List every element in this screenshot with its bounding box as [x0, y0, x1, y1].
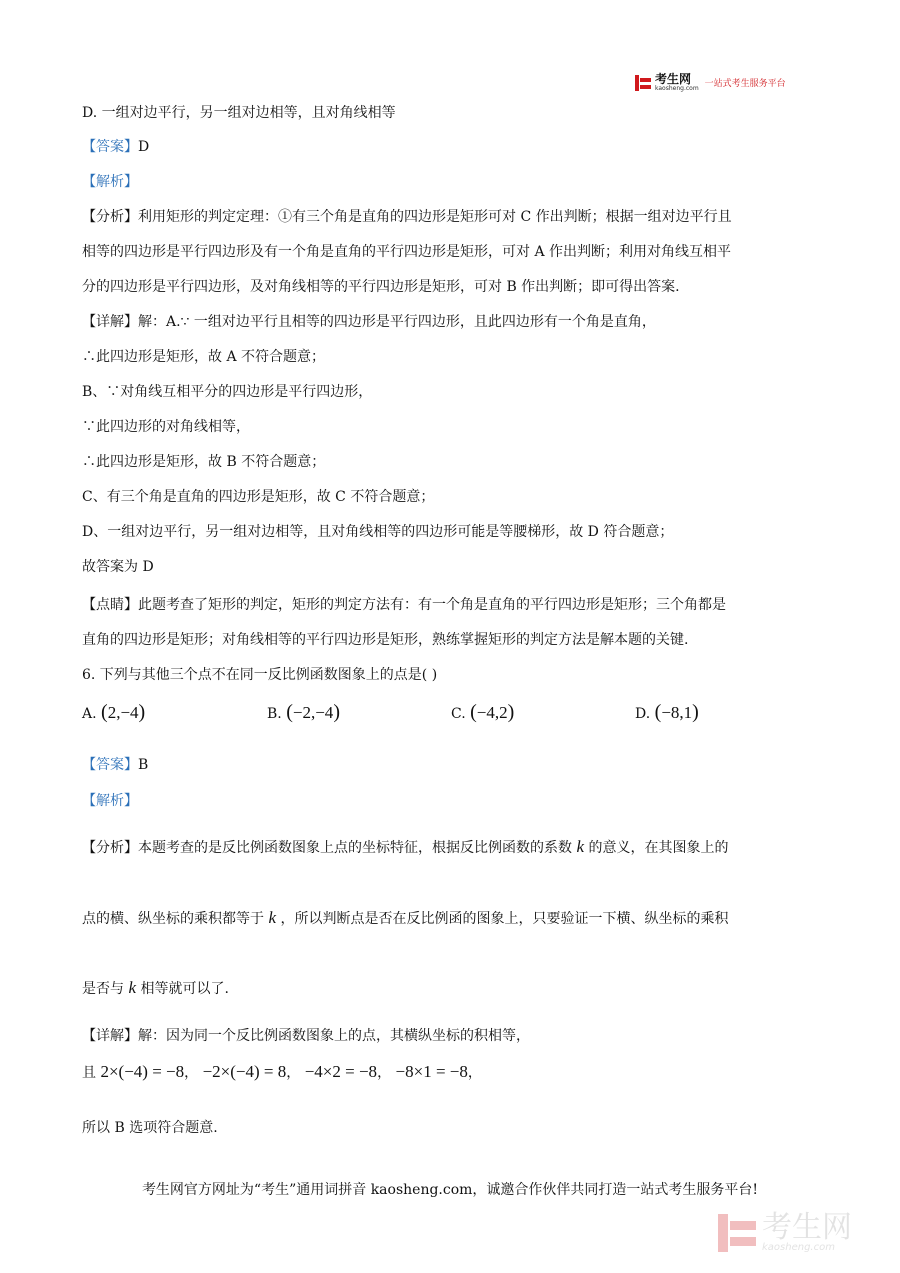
q6-fenxi-line-1: 【分析】本题考查的是反比例函数图象上点的坐标特征，根据反比例函数的系数 k 的意义，在其图象上的	[82, 837, 729, 856]
q5-fenxi-line-2: 相等的四边形是平行四边形及有一个角是直角的平行四边形是矩形，可对 A 作出判断；利用对角线互相平	[82, 244, 732, 260]
q5-detail-line-3: B、∵对角线互相平分的四边形是平行四边形，	[82, 384, 373, 400]
header-logo	[635, 73, 786, 92]
q5-detail-line-2: ∴此四边形是矩形，故 A 不符合题意；	[82, 349, 326, 365]
equation-2: −2×(−4) = 8	[202, 1062, 287, 1081]
q5-analysis-tag: 【解析】	[82, 174, 138, 190]
answer-tag: 【答案】	[82, 139, 138, 155]
watermark-name: 考生网	[762, 1210, 852, 1245]
xiangjie-tag: 【详解】	[82, 314, 138, 330]
kaosheng-logo-icon	[635, 75, 651, 91]
q6-stem: 6. 下列与其他三个点不在同一反比例函数图象上的点是( )	[82, 667, 438, 683]
q5-detail-line-6: C、有三个角是直角的四边形是矩形，故 C 不符合题意；	[82, 489, 435, 505]
footer-text: 考生网官方网址为“考生”通用词拼音 kaosheng.com，诚邀合作伙伴共同打造一站式考生服务平台!	[141, 1182, 759, 1198]
xiangjie-tag: 【详解】	[82, 1028, 138, 1044]
fenxi-tag: 【分析】	[82, 840, 138, 856]
q6-answer	[82, 755, 148, 775]
q5-dianjing-line-1: 【点睛】此题考查了矩形的判定，矩形的判定方法有：有一个角是直角的平行四边形是矩形；三个角都是	[82, 597, 726, 613]
logo-name: 考生网	[655, 72, 692, 86]
q6-fenxi-line-3: 是否与 k 相等就可以了.	[82, 978, 229, 997]
q5-option-d: D. 一组对边平行，另一组对边相等，且对角线相等	[82, 105, 396, 121]
watermark-domain: kaosheng.com	[762, 1242, 835, 1253]
kaosheng-watermark-icon	[718, 1214, 756, 1252]
answer-tag: 【答案】	[82, 757, 138, 773]
q5-fenxi-line-1: 【分析】利用矩形的判定定理：①有三个角是直角的四边形是矩形可对 C 作出判断；根据一组对边平行且	[82, 209, 732, 225]
q6-detail-line-1: 【详解】解：因为同一个反比例函数图象上的点，其横纵坐标的积相等，	[82, 1028, 530, 1044]
q6-analysis-tag: 【解析】	[82, 793, 138, 809]
q6-option-d: D. (−8,1)	[635, 701, 699, 723]
equation-3: −4×2 = −8	[304, 1062, 378, 1081]
dianjing-tag: 【点睛】	[82, 597, 138, 613]
q5-detail-line-8: 故答案为 D	[82, 559, 154, 575]
q5-fenxi-line-3: 分的四边形是平行四边形，及对角线相等的平行四边形是矩形，可对 B 作出判断；即可得出答案.	[82, 279, 680, 295]
q5-detail-line-1: 【详解】解：A.∵ 一组对边平行且相等的四边形是平行四边形，且此四边形有一个角是直角，	[82, 314, 656, 330]
answer-value: B	[138, 757, 149, 773]
q6-equations: 且 2×(−4) = −8， −2×(−4) = 8， −4×2 = −8， −8×1 = −8，	[82, 1062, 482, 1081]
q6-conclusion: 所以 B 选项符合题意.	[82, 1120, 218, 1136]
q6-option-a: A. (2,−4)	[82, 701, 146, 723]
fenxi-tag: 【分析】	[82, 209, 138, 225]
q5-answer	[82, 137, 149, 157]
logo-slogan: 一站式考生服务平台	[704, 79, 786, 89]
equation-1: 2×(−4) = −8	[100, 1062, 185, 1081]
q5-detail-line-7: D、一组对边平行，另一组对边相等，且对角线相等的四边形可能是等腰梯形，故 D 符合题意；	[82, 524, 674, 540]
watermark	[718, 1210, 852, 1253]
q6-fenxi-line-2: 点的横、纵坐标的乘积都等于 k ，所以判断点是否在反比例函的图象上，只要验证一下横、纵坐标的乘积	[82, 908, 729, 927]
logo-domain: kaosheng.com	[655, 85, 699, 92]
q5-detail-line-5: ∴此四边形是矩形，故 B 不符合题意；	[82, 454, 326, 470]
equation-4: −8×1 = −8	[395, 1062, 468, 1081]
q5-detail-line-4: ∵此四边形的对角线相等，	[82, 419, 250, 435]
q6-option-c: C. (−4,2)	[451, 701, 515, 723]
q5-dianjing-line-2: 直角的四边形是矩形；对角线相等的平行四边形是矩形，熟练掌握矩形的判定方法是解本题的关键.	[82, 632, 689, 648]
q6-option-b: B. (−2,−4)	[267, 701, 340, 723]
answer-value: D	[138, 139, 150, 155]
